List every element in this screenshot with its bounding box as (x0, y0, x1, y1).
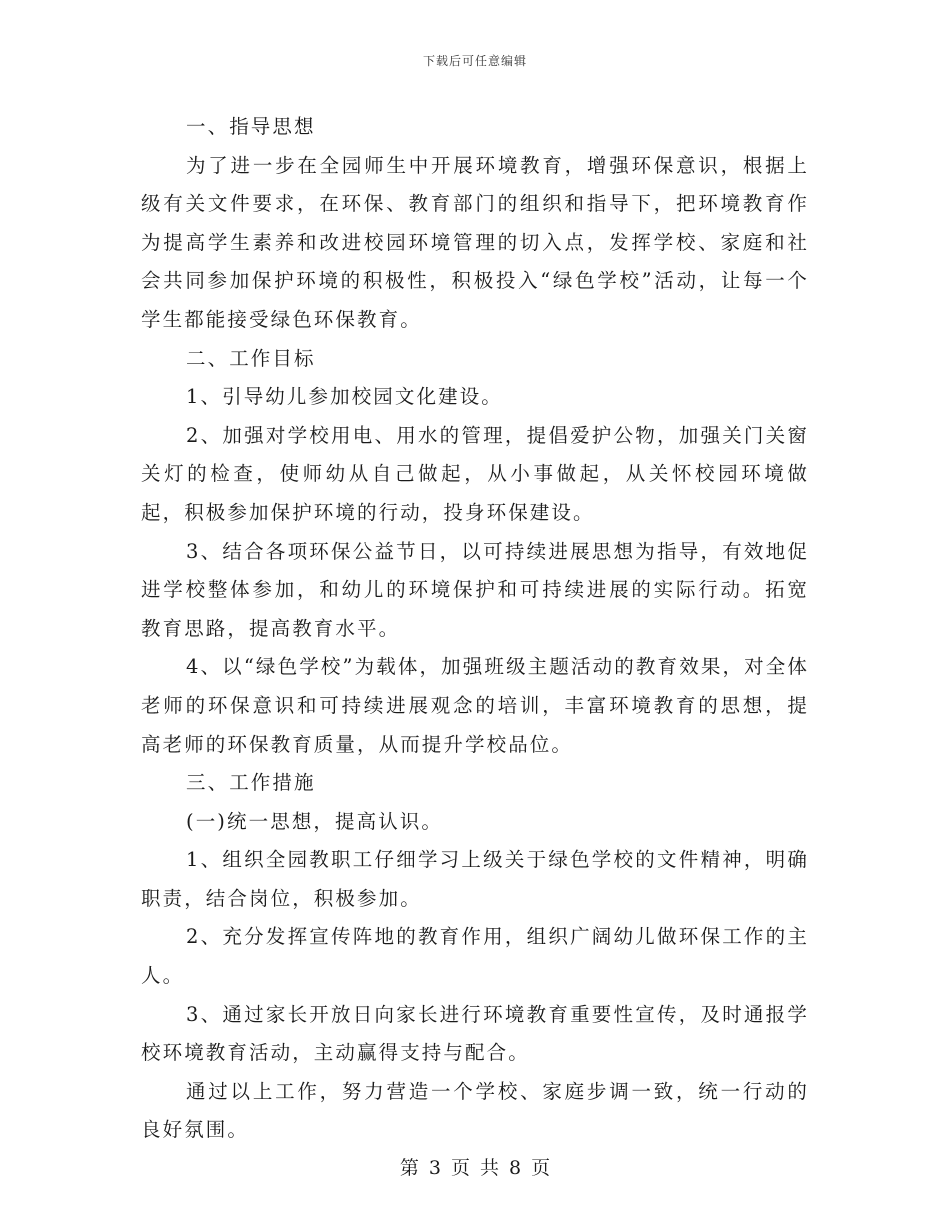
goal-item-1: 1、引导幼儿参加校园文化建设。 (186, 385, 503, 409)
page-header: 下载后可任意编辑 (422, 54, 527, 68)
measure-item-3: 3、通过家长开放日向家长进行环境教育重要性宣传，及时通报学校环境教育活动，主动赢得支持与配合。 (141, 1002, 809, 1065)
goal-item-2: 2、加强对学校用电、用水的管理，提倡爱护公物，加强关门关窗关灯的检查，使师幼从自己做起，从小事做起，从关怀校园环境做起，积极参加保护环境的行动，投身环保建设。 (141, 423, 809, 524)
measure-item-2: 2、充分发挥宣传阵地的教育作用，组织广阔幼儿做环保工作的主人。 (141, 925, 809, 988)
section-heading-work-goals: 二、工作目标 (186, 346, 316, 370)
goal-item-3: 3、结合各项环保公益节日，以可持续进展思想为指导，有效地促进学校整体参加，和幼儿的环境保护和可持续进展的实际行动。拓宽教育思路，提高教育水平。 (141, 539, 809, 640)
document-body (141, 108, 809, 1150)
page-number-footer: 第 3 页 共 8 页 (399, 1157, 551, 1179)
paragraph-intro: 为了进一步在全园师生中开展环境教育，增强环保意识，根据上级有关文件要求，在环保、教育部门的组织和指导下，把环境教育作为提高学生素养和改进校园环境管理的切入点，发挥学校、家庭和社会共同参加保护环境的积极性，积极投入“绿色学校”活动，让每一个学生都能接受绿色环保教育。 (141, 153, 809, 331)
paragraph-conclusion: 通过以上工作，努力营造一个学校、家庭步调一致，统一行动的良好氛围。 (141, 1079, 809, 1142)
section-heading-guiding-ideology: 一、指导思想 (186, 115, 316, 138)
goal-item-4: 4、以“绿色学校”为载体，加强班级主题活动的教育效果，对全体老师的环保意识和可持续进展观念的培训，丰富环境教育的思想，提高老师的环保教育质量，从而提升学校品位。 (141, 655, 809, 756)
subsection-heading-unify-thinking: (一)统一思想，提高认识。 (186, 809, 444, 833)
section-heading-work-measures: 三、工作措施 (186, 771, 316, 795)
measure-item-1: 1、组织全园教职工仔细学习上级关于绿色学校的文件精神，明确职责，结合岗位，积极参加。 (141, 848, 809, 910)
